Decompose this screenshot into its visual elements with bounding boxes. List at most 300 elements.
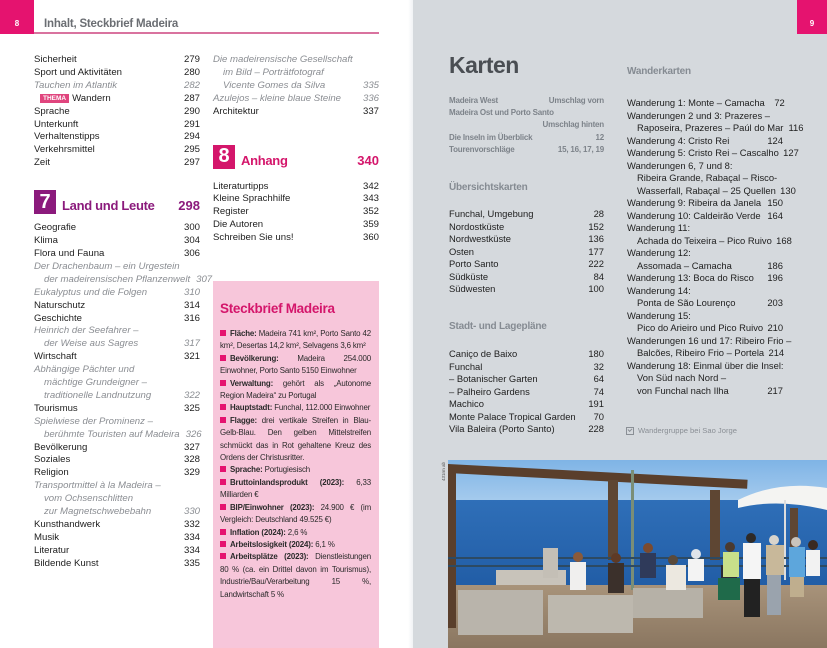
- factbox-value: Madeira 741 km², Porto Santo 42 km², Desertas 14,2 km², Selvagens 3,6 km²: [220, 329, 371, 351]
- factbox-title: Steckbrief Madeira: [220, 301, 335, 316]
- toc-entry-label: von Funchal nach Ilha: [637, 384, 729, 396]
- toc-entry-page: 310: [183, 286, 200, 298]
- toc-entry-label: Nordwestküste: [449, 233, 512, 244]
- chapter-page: 298: [178, 198, 200, 214]
- toc-entry-page: [178, 325, 200, 338]
- page-number-tab: [797, 0, 827, 34]
- overview-maps-list: [449, 95, 604, 156]
- toc-entry[interactable]: [34, 480, 200, 493]
- toc-entry[interactable]: [627, 234, 792, 248]
- section-heading-uebersicht: Übersichtskarten: [449, 182, 528, 193]
- toc-entry-page: 72: [774, 97, 785, 108]
- toc-entry-label: Verkehrsmittel: [34, 144, 95, 156]
- toc-entry-page: 297: [183, 157, 200, 169]
- toc-entry-page: 28: [593, 208, 604, 219]
- toc-entry-label: Der Drachenbaum – ein Urgestein: [34, 260, 180, 272]
- section-heading-wander: Wanderkarten: [627, 66, 691, 77]
- toc-entry-label: im Bild – Porträtfotograf: [223, 66, 324, 78]
- caption-arrow-icon: [626, 427, 634, 435]
- toc-entry[interactable]: [449, 144, 604, 156]
- toc-entry-page: 325: [183, 402, 200, 414]
- toc-entry-page: 279: [183, 54, 200, 65]
- chapter-number-box: 8: [213, 145, 235, 169]
- toc-entry[interactable]: [34, 313, 200, 326]
- toc-entry-page: [770, 110, 790, 123]
- toc-entry-page: 332: [183, 519, 200, 530]
- toc-entry-label: Sport und Aktivitäten: [34, 66, 122, 78]
- toc-entry-page: 70: [593, 410, 604, 422]
- toc-entry-label: Tourenvorschläge: [449, 144, 515, 154]
- toc-entry[interactable]: [627, 385, 783, 398]
- toc-entry[interactable]: [627, 334, 792, 348]
- toc-entry-label: Bevölkerung: [34, 441, 88, 453]
- toc-entry-page: 334: [183, 531, 200, 543]
- toc-entry[interactable]: [449, 258, 604, 271]
- toc-entry-page: 124: [767, 134, 783, 146]
- toc-entry-page: [178, 377, 200, 390]
- toc-entry[interactable]: [213, 54, 379, 67]
- toc-entry[interactable]: [34, 454, 200, 467]
- wander-list: [627, 97, 804, 397]
- toc-entry-page: 180: [588, 348, 604, 359]
- toc-entry-page: 12: [595, 132, 604, 142]
- toc-entry[interactable]: [34, 248, 200, 261]
- toc-entry[interactable]: [34, 467, 200, 480]
- toc-entry-page: 290: [183, 105, 200, 117]
- square-bullet-icon: [220, 330, 226, 336]
- factbox-item: [220, 477, 371, 502]
- toc-entry[interactable]: [627, 285, 783, 298]
- toc-entry[interactable]: [627, 222, 783, 235]
- toc-entry-label: Klima: [34, 235, 58, 247]
- factbox-steckbrief: [213, 281, 379, 648]
- toc-entry[interactable]: [627, 160, 783, 173]
- toc-entry-page: 84: [593, 270, 604, 282]
- toc-entry-label: Flora und Fauna: [34, 247, 105, 259]
- toc-entry[interactable]: [627, 360, 783, 373]
- toc-list: [34, 54, 200, 170]
- toc-entry[interactable]: [449, 348, 604, 361]
- toc-entry[interactable]: [34, 131, 200, 144]
- toc-entry[interactable]: [449, 423, 604, 436]
- toc-entry-label: Unterkunft: [34, 118, 79, 130]
- toc-entry-label: Ponta de São Lourenço: [637, 297, 736, 308]
- toc-entry-label: Pico do Arieiro und Pico Ruivo: [637, 322, 764, 333]
- toc-entry[interactable]: [34, 93, 200, 106]
- stadt-list: [449, 348, 604, 436]
- toc-entry[interactable]: [213, 193, 379, 206]
- toc-entry[interactable]: [627, 372, 783, 385]
- toc-entry-label: Tauchen im Atlantik: [34, 79, 118, 91]
- toc-entry-page: [178, 364, 200, 377]
- factbox-item: [220, 378, 371, 403]
- toc-entry[interactable]: [213, 67, 379, 80]
- toc-entry[interactable]: [34, 390, 200, 403]
- factbox-value: 6,33 Milliarden €: [220, 477, 371, 500]
- toc-entry-label: – Botanischer Garten: [449, 373, 538, 384]
- toc-entry-page: 222: [588, 258, 604, 269]
- toc-entry[interactable]: [627, 260, 783, 273]
- toc-entry-label: Wanderung 10: Caldeirão Verde: [627, 209, 761, 221]
- toc-entry-label: Wanderungen 6, 7 und 8:: [627, 159, 733, 171]
- toc-entry-page: 282: [183, 79, 200, 91]
- toc-entry-page: [763, 372, 783, 385]
- toc-entry-page: Umschlag hinten: [542, 120, 604, 130]
- square-bullet-icon: [220, 479, 226, 485]
- toc-entry-label: Wanderungen 2 und 3: Prazeres –: [627, 109, 770, 121]
- toc-entry-page: 203: [767, 297, 783, 308]
- toc-entry[interactable]: [34, 558, 200, 571]
- toc-entry[interactable]: [34, 287, 200, 300]
- toc-entry[interactable]: [449, 271, 604, 284]
- toc-entry[interactable]: [34, 442, 200, 455]
- toc-entry[interactable]: [627, 197, 783, 210]
- factbox-item: [220, 527, 371, 539]
- toc-entry-page: 228: [588, 423, 604, 434]
- toc-entry[interactable]: [34, 403, 200, 416]
- toc-entry[interactable]: [449, 398, 604, 411]
- chapter-page: 340: [357, 152, 379, 168]
- toc-entry[interactable]: [34, 67, 200, 80]
- toc-entry-page: 321: [183, 351, 200, 363]
- toc-entry[interactable]: [34, 300, 200, 313]
- toc-entry[interactable]: [34, 80, 200, 93]
- running-head: Inhalt, Steckbrief Madeira: [44, 18, 179, 30]
- toc-entry-page: [763, 160, 783, 173]
- factbox-key: Flagge:: [230, 415, 258, 425]
- toc-entry-label: Wanderungen 16 und 17: Ribeiro Frio –: [627, 334, 792, 346]
- toc-entry-label: Naturschutz: [34, 299, 86, 311]
- toc-entry-label: Wanderung 12:: [627, 247, 691, 258]
- toc-entry-page: [763, 247, 783, 260]
- square-bullet-icon: [220, 404, 226, 410]
- toc-entry-page: 330: [183, 506, 200, 518]
- toc-entry[interactable]: [449, 221, 604, 234]
- toc-entry[interactable]: [627, 97, 783, 110]
- square-bullet-icon: [220, 417, 226, 423]
- toc-entry-label: Monte Palace Tropical Garden: [449, 410, 576, 422]
- toc-entry[interactable]: [627, 247, 783, 260]
- toc-entry[interactable]: [213, 106, 379, 119]
- toc-entry-label: Raposeira, Prazeres – Paúl do Mar: [637, 122, 784, 133]
- toc-entry-label: vom Ochsenschlitten: [44, 493, 134, 505]
- section-heading-stadt: Stadt- und Lagepläne: [449, 321, 547, 332]
- toc-entry[interactable]: [34, 493, 200, 506]
- factbox-key: Bruttoinlandsprodukt (2023):: [230, 477, 345, 487]
- page-number-tab: [0, 0, 34, 34]
- toc-entry-page: 314: [183, 299, 200, 311]
- toc-entry[interactable]: [34, 506, 200, 519]
- toc-entry-label: Die Inseln im Überblick: [449, 132, 533, 142]
- toc-entry-label: [34, 93, 178, 106]
- toc-entry[interactable]: [627, 322, 783, 335]
- toc-entry-page: 152: [588, 220, 604, 232]
- toc-entry-page: 130: [780, 184, 796, 196]
- toc-entry-page: [791, 335, 811, 348]
- toc-entry[interactable]: [449, 233, 604, 246]
- toc-entry-page: 214: [768, 347, 785, 358]
- toc-entry-label: Verhaltenstipps: [34, 131, 100, 143]
- toc-entry[interactable]: [34, 54, 200, 67]
- factbox-item: [220, 415, 371, 465]
- toc-entry-label: Wanderung 18: Einmal über die Insel:: [627, 359, 784, 371]
- toc-entry-page: 336: [362, 92, 379, 104]
- toc-entry-page: 326: [185, 428, 202, 440]
- factbox-list: [220, 328, 371, 601]
- toc-entry-page: 164: [767, 209, 783, 221]
- toc-list: [213, 181, 379, 246]
- toc-entry-label: Geschichte: [34, 312, 82, 324]
- toc-entry[interactable]: [627, 110, 783, 123]
- toc-entry-label: [449, 119, 543, 131]
- toc-entry-page: [178, 493, 200, 506]
- toc-entry-page: Umschlag vorn: [548, 96, 604, 105]
- toc-entry-label: Wanderung 15:: [627, 309, 691, 321]
- toc-entry-page: 359: [362, 219, 379, 231]
- toc-entry-label: Soziales: [34, 454, 71, 466]
- toc-entry[interactable]: [34, 364, 200, 377]
- toc-entry-page: [357, 67, 379, 80]
- toc-entry-page: 127: [783, 147, 799, 158]
- toc-entry-page: [178, 416, 200, 429]
- toc-entry-page: 280: [183, 66, 200, 78]
- chapter-title: Anhang: [241, 152, 288, 168]
- square-bullet-icon: [220, 466, 226, 472]
- toc-entry-label: Achada do Teixeira – Pico Ruivo: [637, 234, 772, 246]
- toc-entry[interactable]: [627, 272, 783, 285]
- toc-entry-page: 294: [183, 131, 200, 143]
- toc-entry-page: 307: [196, 273, 213, 285]
- toc-entry-label: Vicente Gomes da Silva: [223, 79, 326, 91]
- toc-entry-page: 150: [767, 197, 783, 208]
- toc-entry[interactable]: [34, 235, 200, 248]
- factbox-key: BIP/Einwohner (2023):: [230, 502, 315, 512]
- toc-entry-page: 74: [593, 385, 604, 397]
- toc-entry-page: [554, 107, 614, 119]
- toc-entry-label: Kunsthandwerk: [34, 519, 101, 530]
- factbox-value: Dienstleistungen 80 % (ca. ein Drittel davon im Tourismus), Industrie/Bau/Verarbeitung 15 %, Landwirtschaft 5 %: [220, 552, 372, 599]
- toc-entry[interactable]: [213, 181, 379, 194]
- toc-entry-page: 217: [767, 384, 783, 396]
- toc-entry[interactable]: [213, 232, 379, 245]
- square-bullet-icon: [220, 529, 226, 535]
- toc-entry-label: Madeira Ost und Porto Santo: [449, 108, 554, 118]
- toc-entry-label: traditionelle Landnutzung: [44, 389, 152, 401]
- factbox-item: [220, 464, 371, 476]
- toc-entry-label: Osten: [449, 245, 475, 257]
- toc-entry-label: Geografie: [34, 222, 77, 234]
- toc-entry[interactable]: [449, 208, 604, 221]
- toc-entry[interactable]: [213, 93, 379, 106]
- toc-entry[interactable]: [34, 545, 200, 558]
- factbox-key: Arbeitslosigkeit (2024):: [230, 539, 314, 549]
- square-bullet-icon: [220, 380, 226, 386]
- toc-entry[interactable]: [449, 373, 604, 386]
- toc-entry[interactable]: [627, 122, 804, 135]
- toc-entry-label: Wasserfall, Rabaçal – 25 Quellen: [637, 184, 776, 196]
- toc-entry-label: Südwesten: [449, 283, 496, 294]
- toc-entry[interactable]: [34, 377, 200, 390]
- toc-entry-label: Heinrich der Seefahrer –: [34, 325, 139, 337]
- toc-entry[interactable]: [34, 519, 200, 532]
- factbox-key: Bevölkerung:: [230, 353, 279, 363]
- toc-entry-page: 334: [183, 544, 200, 556]
- header-rule: [34, 32, 379, 34]
- toc-entry[interactable]: [449, 411, 604, 424]
- toc-entry-page: 100: [588, 283, 604, 294]
- factbox-item: [220, 402, 371, 414]
- toc-entry-page: 15, 16, 17, 19: [557, 144, 604, 154]
- toc-entry-label: Wanderung 1: Monte – Camacha: [627, 97, 765, 108]
- toc-entry-label: Caniço de Baixo: [449, 348, 518, 359]
- toc-entry-label: Azulejos – kleine blaue Steine: [213, 92, 342, 104]
- toc-entry[interactable]: [627, 310, 783, 323]
- toc-entry-page: 196: [767, 272, 783, 283]
- toc-entry-label: Register: [213, 206, 249, 218]
- toc-entry-page: 317: [183, 338, 200, 350]
- toc-entry[interactable]: [213, 80, 379, 93]
- toc-entry-page: 328: [183, 454, 200, 466]
- toc-entry[interactable]: [449, 95, 604, 107]
- toc-entry-label: – Palheiro Gardens: [449, 385, 530, 397]
- toc-entry-page: 360: [362, 232, 379, 244]
- toc-entry[interactable]: [449, 246, 604, 259]
- toc-entry-page: 329: [183, 467, 200, 479]
- toc-entry-label: zur Magnetschwebebahn: [44, 506, 152, 518]
- toc-entry-label: Literatur: [34, 544, 70, 556]
- toc-entry-label: Die madeirensische Gesellschaft: [213, 54, 353, 65]
- factbox-value: gehört als „Autonome Region Madeira“ zu Portugal: [220, 378, 371, 401]
- toc-entry-page: 304: [183, 235, 200, 247]
- toc-entry-label: Spielwiese der Prominenz –: [34, 415, 153, 427]
- toc-entry[interactable]: [449, 361, 604, 374]
- toc-entry-label: Balcões, Ribeiro Frio – Portela: [637, 347, 765, 358]
- toc-entry-label: der madeirensischen Pflanzenwelt: [44, 273, 191, 285]
- toc-entry[interactable]: [449, 107, 604, 119]
- toc-entry-label: Sprache: [34, 105, 70, 117]
- toc-entry-label: Sicherheit: [34, 54, 77, 65]
- toc-entry[interactable]: [34, 338, 200, 351]
- chapter-8-heading[interactable]: [213, 145, 379, 169]
- toc-entry[interactable]: [449, 283, 604, 296]
- toc-entry-label: Wanderung 14:: [627, 284, 691, 296]
- toc-entry[interactable]: [449, 132, 604, 144]
- toc-entry-page: 210: [767, 322, 784, 333]
- toc-entry-page: 335: [362, 79, 379, 91]
- toc-entry[interactable]: [34, 532, 200, 545]
- factbox-key: Hauptstadt:: [230, 403, 273, 413]
- toc-list: [213, 54, 379, 119]
- toc-entry[interactable]: [627, 210, 783, 223]
- toc-entry-page: [763, 285, 783, 298]
- toc-entry[interactable]: [627, 172, 783, 185]
- factbox-item: [220, 353, 371, 378]
- toc-entry-label: Wanderung 13: Boca do Risco: [627, 272, 754, 283]
- toc-entry[interactable]: [34, 351, 200, 364]
- toc-entry-label: Nordostküste: [449, 220, 505, 232]
- toc-entry[interactable]: [213, 206, 379, 219]
- square-bullet-icon: [220, 355, 226, 361]
- toc-entry-label: Religion: [34, 467, 69, 479]
- square-bullet-icon: [220, 504, 226, 510]
- toc-entry[interactable]: [213, 219, 379, 232]
- toc-entry[interactable]: [34, 157, 200, 170]
- toc-entry-page: 136: [588, 233, 604, 244]
- toc-entry-label: der Weise aus Sagres: [44, 338, 139, 350]
- chapter-title: Land und Leute: [62, 198, 155, 214]
- page-number: 9: [809, 19, 815, 28]
- caption-text: Wandergruppe bei Sao Jorge: [638, 426, 737, 435]
- toc-entry-label: Wanderung 4: Cristo Rei: [627, 134, 730, 146]
- square-bullet-icon: [220, 541, 226, 547]
- toc-entry[interactable]: [627, 184, 796, 198]
- toc-entry[interactable]: [449, 119, 604, 131]
- toc-entry[interactable]: [34, 429, 200, 442]
- toc-entry[interactable]: [34, 325, 200, 338]
- factbox-value: Portugiesisch: [262, 465, 311, 475]
- toc-entry-label: Zeit: [34, 157, 50, 169]
- factbox-key: Sprache:: [230, 465, 263, 475]
- toc-entry[interactable]: [449, 386, 604, 399]
- factbox-item: [220, 328, 371, 353]
- factbox-value: 2,6 %: [285, 527, 308, 537]
- toc-entry-page: 322: [183, 389, 200, 401]
- toc-entry[interactable]: [34, 416, 200, 429]
- toc-entry-label: Musik: [34, 531, 60, 543]
- toc-entry-label: Ribeira Grande, Rabaçal – Risco-: [637, 172, 778, 183]
- toc-entry[interactable]: [34, 119, 200, 132]
- photo-credit: 431rm ab: [441, 462, 446, 482]
- toc-entry-page: 300: [183, 222, 200, 234]
- toc-entry[interactable]: [34, 106, 200, 119]
- toc-entry-label: Südküste: [449, 270, 489, 282]
- toc-entry[interactable]: [34, 222, 200, 235]
- square-bullet-icon: [220, 553, 226, 559]
- toc-entry[interactable]: [627, 347, 783, 360]
- toc-entry-page: 32: [593, 360, 604, 372]
- toc-entry[interactable]: [627, 297, 783, 310]
- toc-entry-label: Vila Baleira (Porto Santo): [449, 423, 555, 434]
- toc-entry-label: Wanderung 5: Cristo Rei – Cascalho: [627, 147, 779, 158]
- factbox-value: Madeira 254.000 Einwohner, Porto Santo 5150 Einwohner: [220, 353, 371, 376]
- photo-caption: [626, 426, 737, 435]
- toc-entry-page: 342: [362, 180, 379, 192]
- page-number: 8: [14, 19, 20, 28]
- factbox-value: Funchal, 112.000 Einwohner: [272, 403, 371, 413]
- toc-entry[interactable]: [627, 135, 783, 148]
- chapter-7-heading[interactable]: [34, 190, 200, 214]
- toc-entry-page: 327: [183, 441, 200, 453]
- toc-entry[interactable]: [34, 144, 200, 157]
- toc-entry-page: [178, 480, 200, 493]
- toc-entry-page: 168: [776, 234, 792, 246]
- toc-entry-label: Madeira West: [449, 96, 499, 105]
- toc-list: [34, 222, 213, 570]
- toc-entry[interactable]: [34, 273, 213, 287]
- toc-entry[interactable]: [34, 261, 200, 274]
- toc-entry[interactable]: [627, 147, 799, 160]
- photo-viewpoint-group: [448, 460, 827, 648]
- toc-entry-label: Kleine Sprachhilfe: [213, 193, 291, 205]
- toc-entry-label: Abhängige Pächter und: [34, 364, 135, 376]
- toc-entry-page: 306: [183, 247, 200, 259]
- toc-entry-page: 191: [588, 398, 604, 409]
- toc-entry-label: Funchal: [449, 360, 483, 372]
- toc-entry-label: Transportmittel à la Madeira –: [34, 480, 161, 492]
- toc-entry-page: [784, 360, 804, 373]
- factbox-key: Arbeitsplätze (2023):: [230, 552, 309, 562]
- toc-entry-label: Schreiben Sie uns!: [213, 232, 294, 244]
